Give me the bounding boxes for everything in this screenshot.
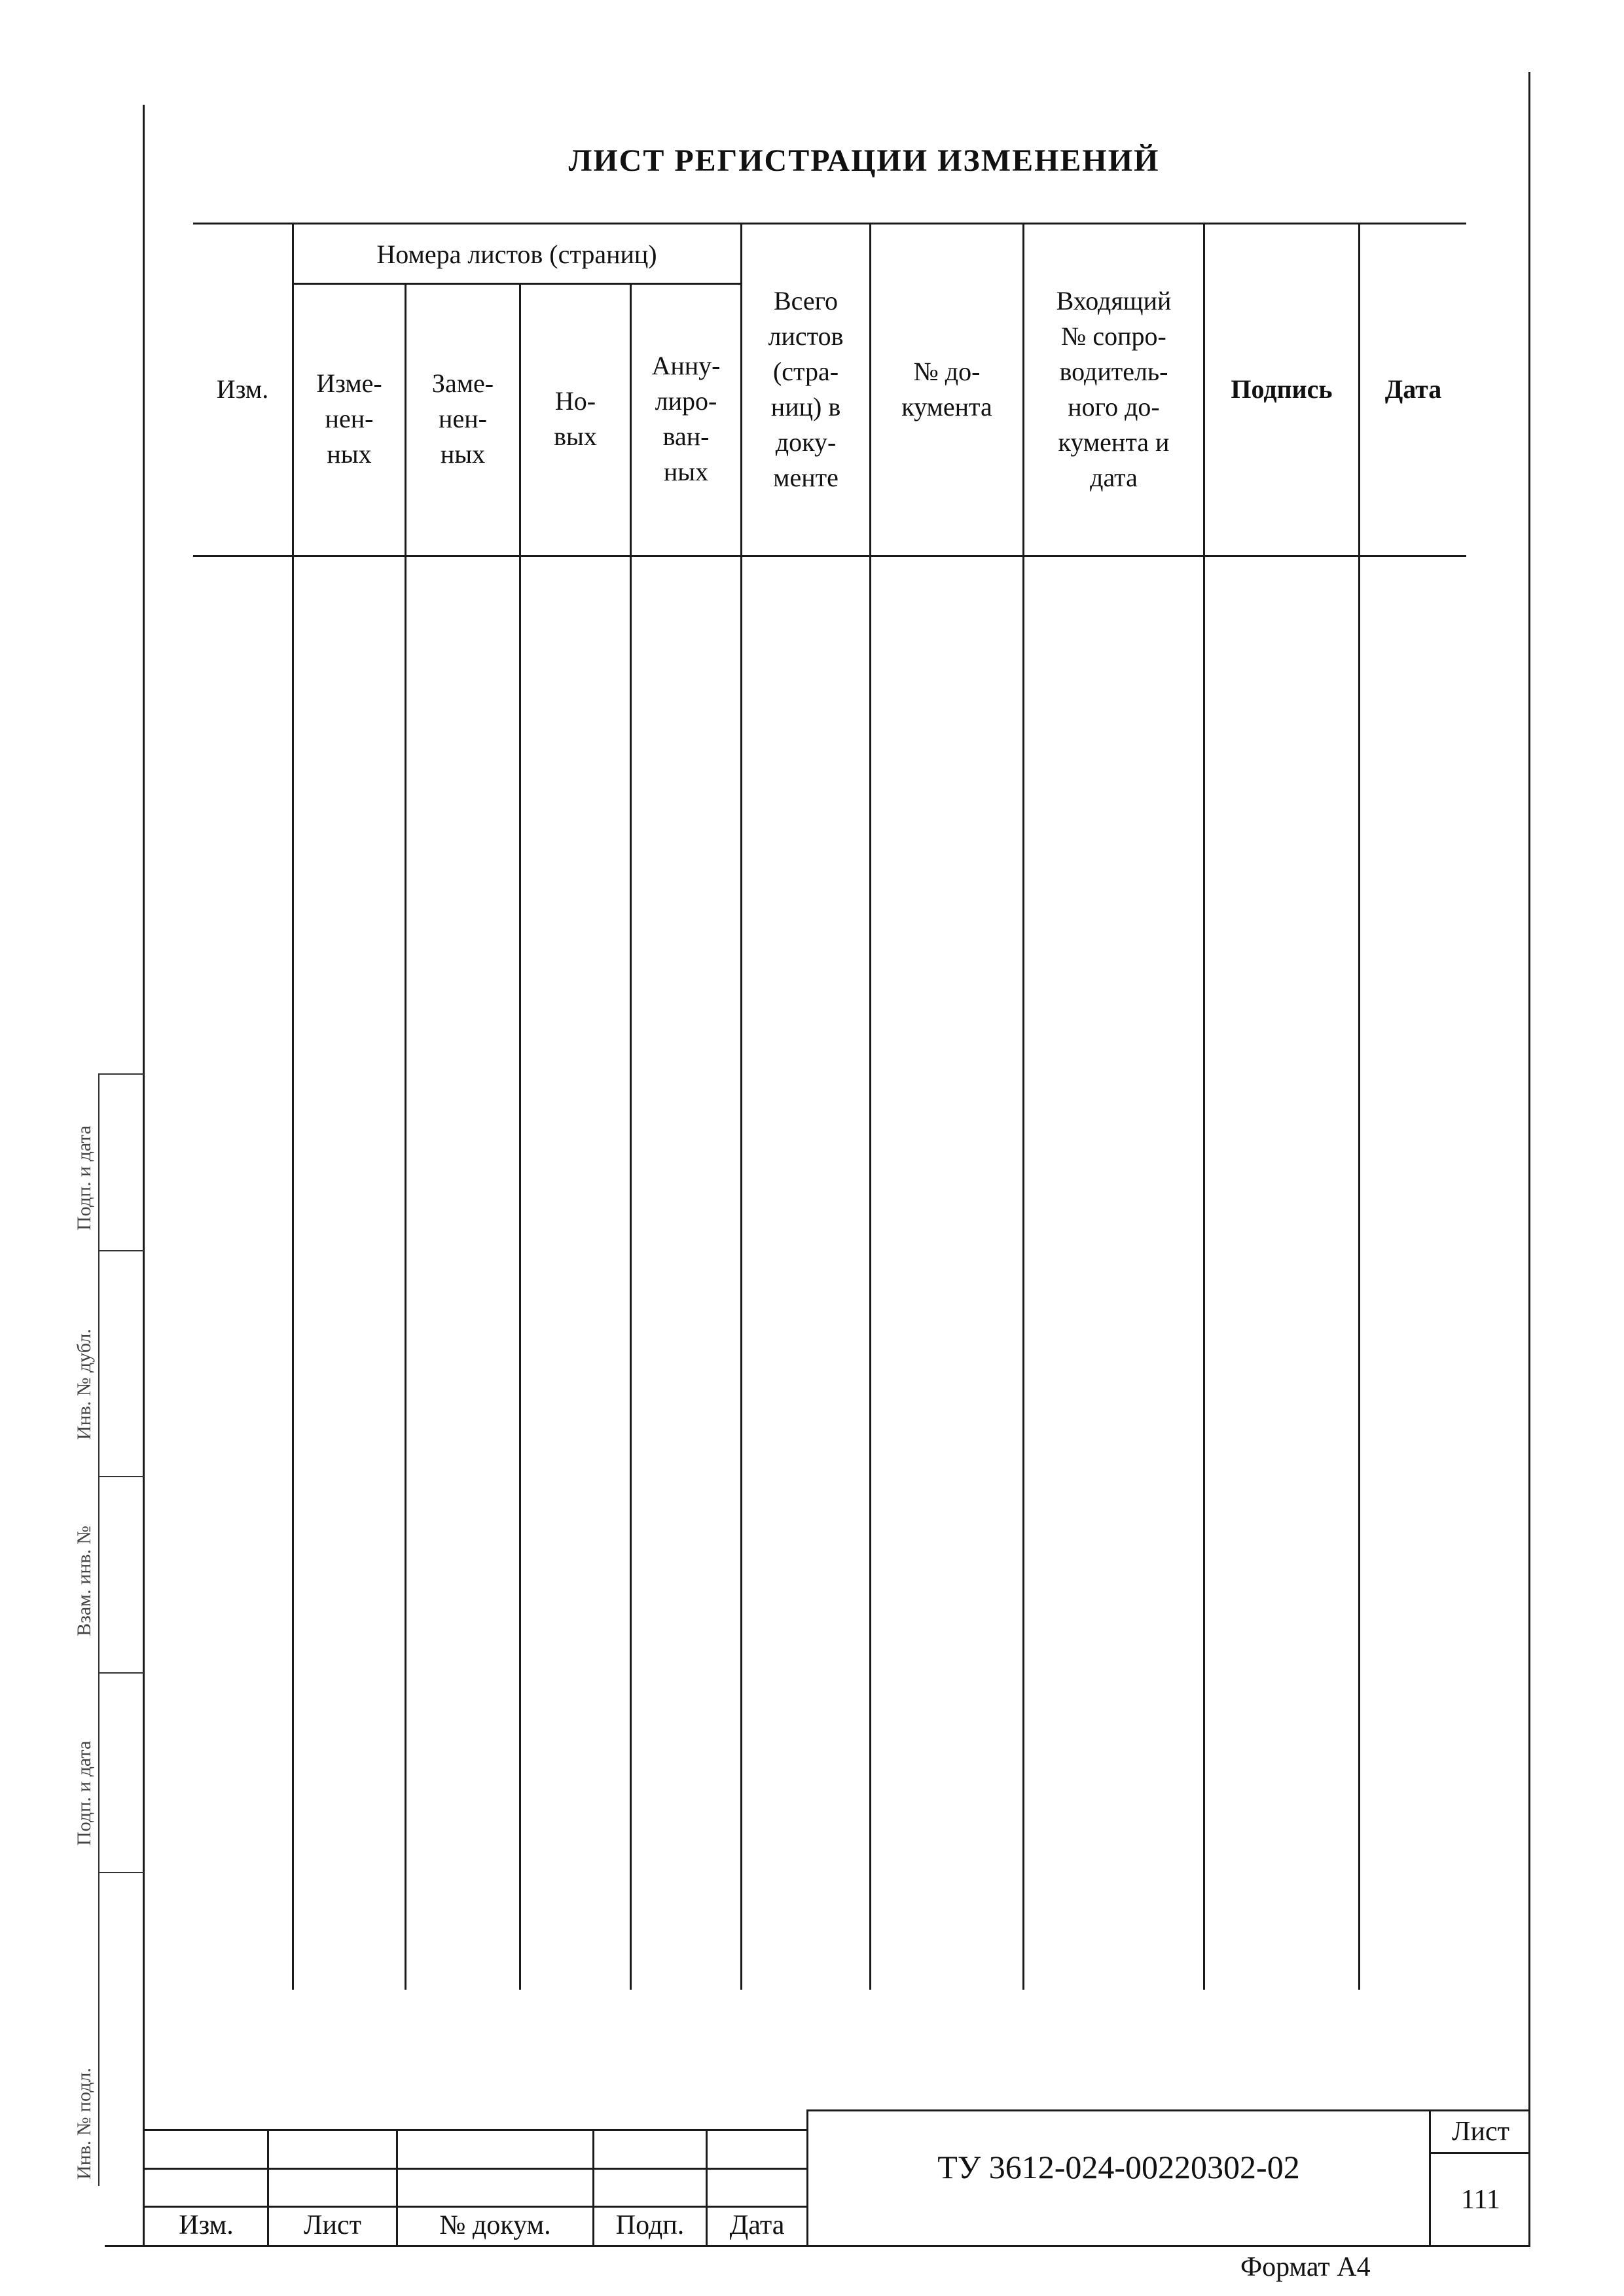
- col-header-total-sheets: Всего листов (стра- ниц) в доку- менте: [768, 286, 844, 492]
- side-stamp-divider-2: [98, 1250, 144, 1251]
- side-stamp-divider-5: [98, 1872, 144, 1873]
- page-title: ЛИСТ РЕГИСТРАЦИИ ИЗМЕНЕНИЙ: [568, 143, 1160, 178]
- tb-sheet-label: Лист: [1452, 2117, 1509, 2147]
- col-header-date: Дата: [1384, 374, 1442, 404]
- group-header-divider: [293, 283, 742, 285]
- side-label-inv-dubl: Инв. № дубл.: [73, 1329, 95, 1440]
- table-top-border: [193, 223, 1466, 224]
- frame-right-border: [1528, 72, 1530, 2245]
- col-header-annulled: Анну- лиро- ван- ных: [651, 351, 721, 486]
- side-stamp-divider-1: [98, 1073, 144, 1075]
- col-header-signature: Подпись: [1231, 374, 1333, 404]
- side-label-podp-data-2: Подп. и дата: [73, 1125, 95, 1230]
- col-header-changed: Изме- нен- ных: [316, 368, 382, 469]
- tb-label-date: Дата: [729, 2210, 785, 2240]
- col-header-doc-number: № до- кумента: [901, 357, 992, 422]
- tb-label-list: Лист: [304, 2210, 361, 2240]
- tb-label-sign: Подп.: [615, 2210, 685, 2240]
- col-header-replaced: Заме- нен- ных: [431, 368, 494, 469]
- tb-label-izm: Изм.: [179, 2210, 234, 2240]
- tb-label-docnum: № докум.: [439, 2210, 551, 2240]
- side-stamp-divider-3: [98, 1476, 144, 1477]
- frame-bottom-border: [105, 2245, 1530, 2247]
- side-stamp-divider-4: [98, 1672, 144, 1674]
- col-header-new: Но- вых: [554, 386, 597, 451]
- side-stamp-inner-line: [98, 1073, 99, 2186]
- side-label-podp-data-1: Подп. и дата: [73, 1740, 95, 1846]
- group-header-sheet-numbers: Номера листов (страниц): [376, 239, 657, 269]
- side-label-inv-podl: Инв. № подл.: [73, 2068, 95, 2179]
- title-block-top: [144, 2129, 808, 2131]
- side-label-vzam-inv: Взам. инв. №: [73, 1525, 95, 1636]
- format-label: Формат А4: [1240, 2252, 1371, 2282]
- frame-left-border: [143, 105, 145, 2245]
- tb-designation: ТУ 3612-024-00220302-02: [937, 2149, 1300, 2185]
- col-header-izm: Изм.: [216, 374, 269, 404]
- title-block-row-2: [144, 2168, 808, 2170]
- header-bottom-border: [193, 555, 1466, 557]
- col-header-incoming-doc: Входящий № сопро- водитель- ного до- кумента и дата: [1056, 286, 1172, 492]
- tb-sheet-number: 111: [1461, 2184, 1500, 2215]
